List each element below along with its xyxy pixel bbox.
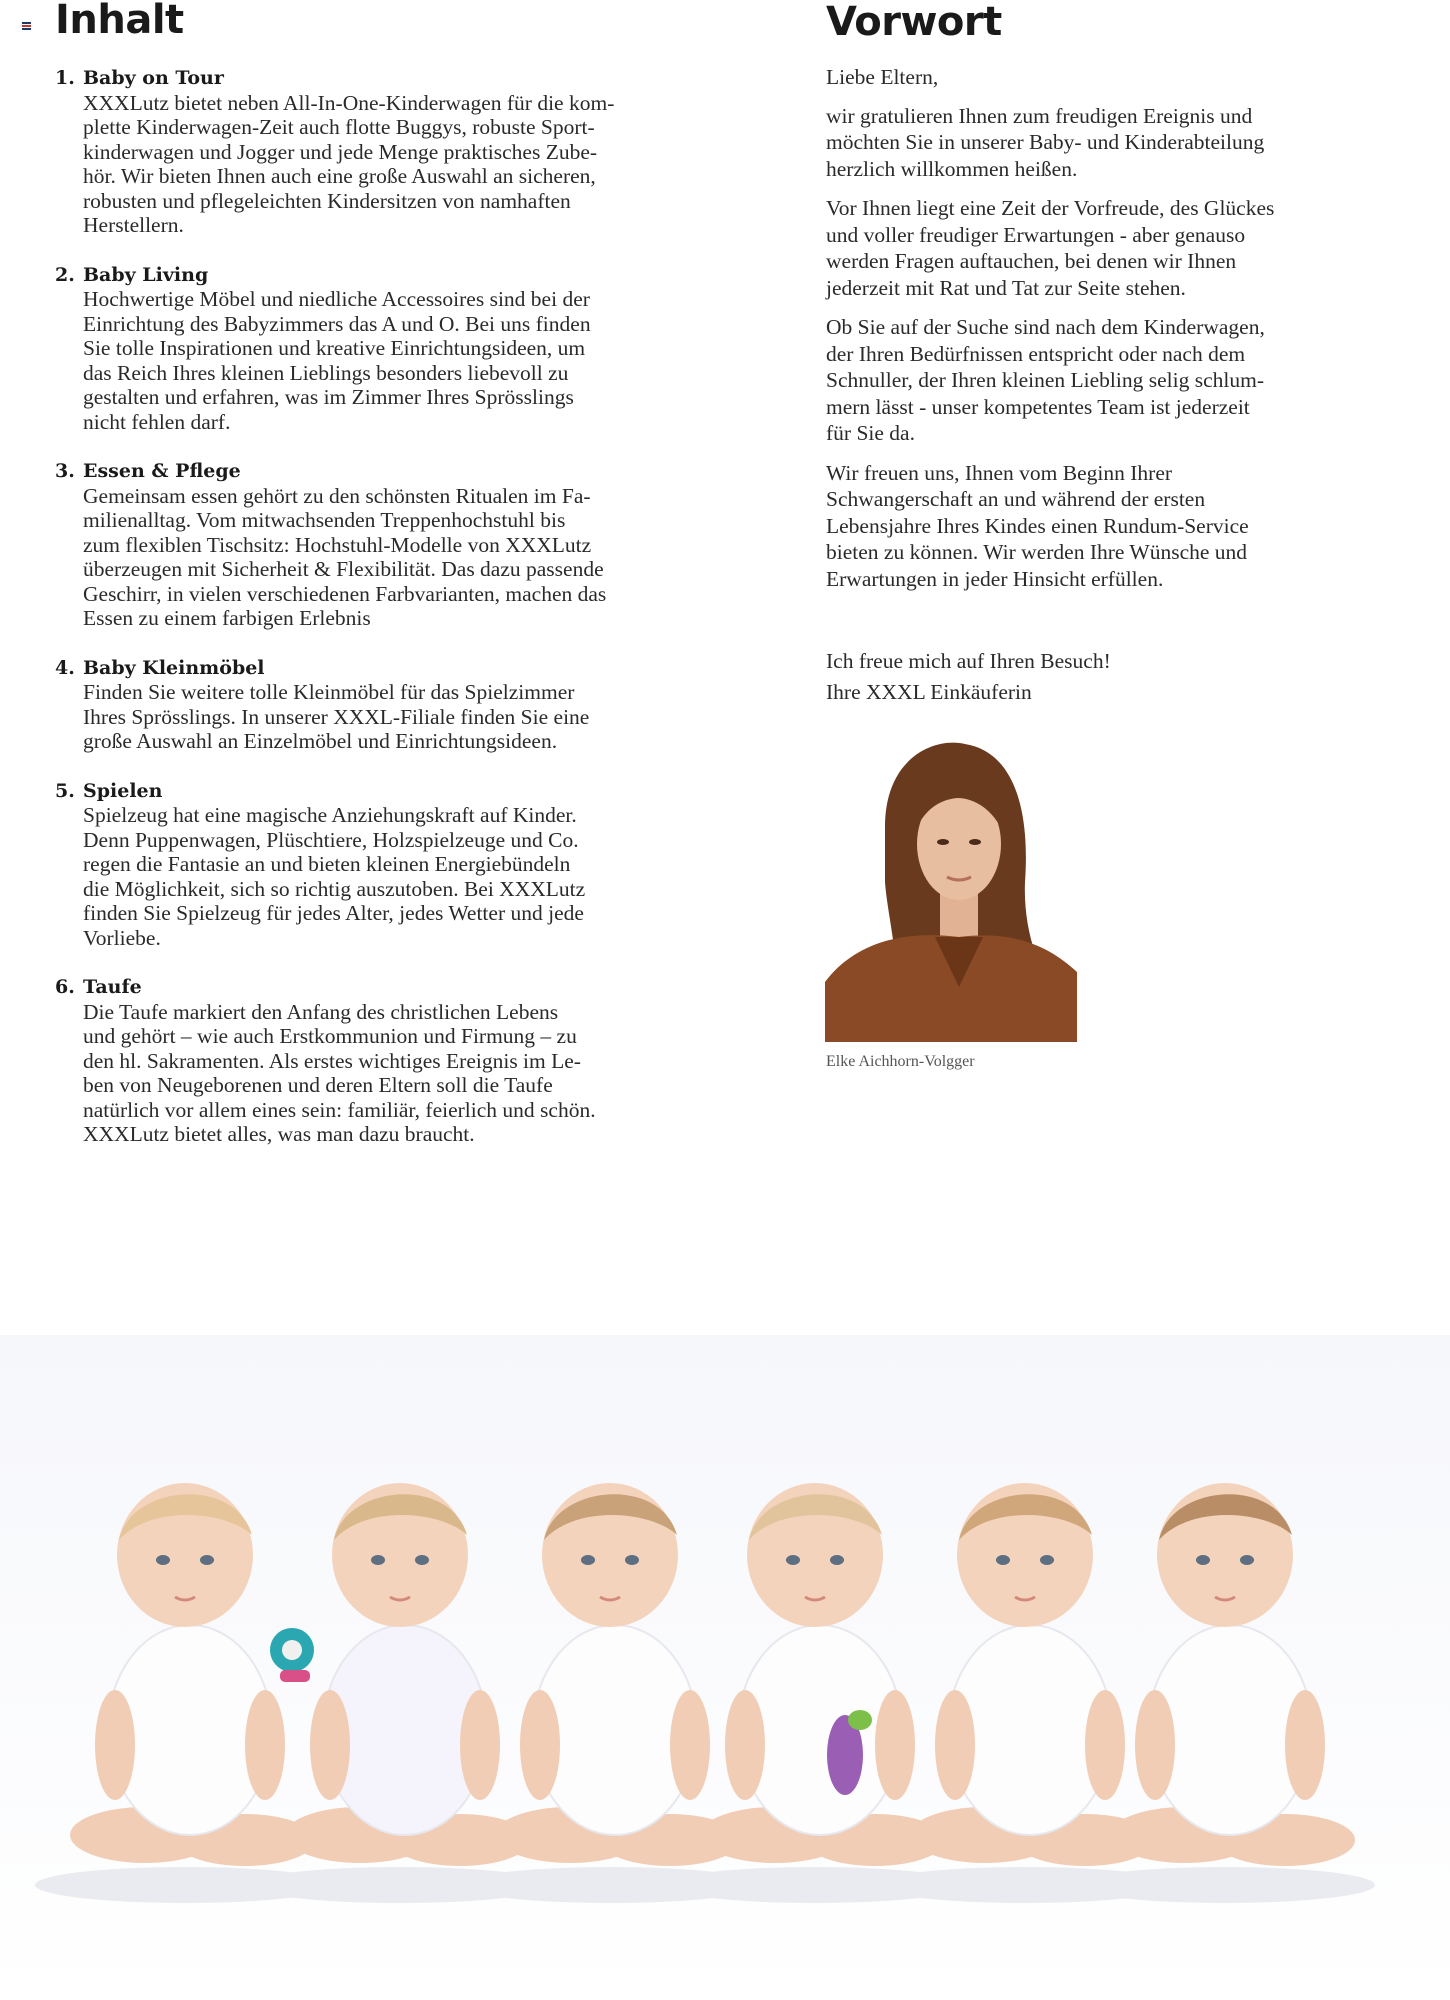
- toc-item-text-line: finden Sie Spielzeug für jedes Alter, jedes Wetter und jede: [83, 901, 584, 925]
- toc-item-text-line: Finden Sie weitere tolle Kleinmöbel für das Spielzimmer: [83, 680, 575, 704]
- foreword-line: der Ihren Bedürfnissen entspricht oder nach dem: [826, 341, 1246, 366]
- foreword-line: für Sie da.: [826, 421, 915, 445]
- toc-item-text-line: regen die Fantasie an und bieten kleinen Energiebündeln: [83, 852, 571, 876]
- toc-item: [55, 459, 695, 631]
- toc-item-title: Essen & Pflege: [83, 460, 241, 482]
- toc-item-text-line: robusten und pflegeleichten Kindersitzen von namhaften: [83, 188, 571, 213]
- toc-item-title: Spielen: [83, 779, 163, 802]
- closing-line: Ich freue mich auf Ihren Besuch!: [826, 649, 1111, 673]
- foreword-line: mern lässt - unser kompetentes Team ist jederzeit: [826, 394, 1250, 419]
- toc-item-text-line: gestalten und erfahren, was im Zimmer Ihres Sprösslings: [83, 385, 574, 409]
- foreword-line: Liebe Eltern,: [826, 65, 939, 89]
- toc-item-title: Baby Kleinmöbel: [83, 656, 265, 679]
- closing-line: Ihre XXXL Einkäuferin: [826, 680, 1032, 704]
- toc-item-text-line: Einrichtung des Babyzimmers das A und O. Bei uns finden: [83, 311, 591, 336]
- foreword-paragraph: [826, 460, 1366, 593]
- foreword-paragraph: [826, 195, 1366, 301]
- toc-item-number: 3.: [55, 460, 75, 482]
- toc-item-text-line: überzeugen mit Sicherheit & Flexibilität. Das dazu passende: [83, 557, 604, 581]
- toc-item-text-line: Ihres Sprösslings. In unserer XXXL-Filiale finden Sie eine: [83, 704, 590, 729]
- toc-item-number: 5.: [55, 779, 75, 802]
- toc-item-text-line: Hochwertige Möbel und niedliche Accessoires sind bei der: [83, 287, 590, 311]
- photo-caption: Elke Aichhorn-Volgger: [826, 1053, 975, 1070]
- toc-item-text-line: große Auswahl an Einzelmöbel und Einrichtungsideen.: [83, 729, 558, 753]
- toc-item-number: 4.: [55, 656, 75, 679]
- toc-item-text-line: und gehört – wie auch Erstkommunion und Firmung – zu: [83, 1024, 577, 1048]
- foreword-line: werden Fragen auftauchen, bei denen wir Ihnen: [826, 249, 1237, 273]
- toc-item-text-line: Spielzeug hat eine magische Anziehungskraft auf Kinder.: [83, 803, 577, 827]
- foreword-line: und voller freudiger Erwartungen - aber genauso: [826, 222, 1246, 247]
- toc-item-title: Baby on Tour: [83, 67, 224, 89]
- toc-item-text-line: Herstellern.: [83, 213, 184, 237]
- toc-item-text-line: milienalltag. Vom mitwachsenden Treppenhochstuhl bis: [83, 508, 566, 532]
- toc-item-text-line: Geschirr, in vielen verschiedenen Farbvarianten, machen das: [83, 581, 607, 606]
- foreword-line: herzlich willkommen heißen.: [826, 156, 1078, 181]
- toc-item-number: 1.: [55, 67, 75, 89]
- foreword-paragraph: [826, 314, 1366, 447]
- foreword-line: Vor Ihnen liegt eine Zeit der Vorfreude, des Glückes: [826, 196, 1275, 220]
- toc-item-text-line: ben von Neugeborenen und deren Eltern soll die Taufe: [83, 1073, 553, 1097]
- foreword-line: Schwangerschaft an und während der ersten: [826, 487, 1206, 511]
- toc-item: [55, 656, 695, 754]
- toc-item-text-line: natürlich vor allem eines sein: familiär, feierlich und schön.: [83, 1097, 596, 1122]
- toc-item-text-line: XXXLutz bietet neben All-In-One-Kinderwagen für die kom-: [83, 90, 615, 115]
- toc-item-text-line: XXXLutz bietet alles, was man dazu braucht.: [83, 1122, 475, 1146]
- foreword-heading: Vorwort: [826, 0, 1002, 45]
- toc-item-title: Baby Living: [83, 263, 209, 286]
- toc-item: [55, 779, 695, 951]
- toc-item-text-line: die Möglichkeit, sich so richtig auszutoben. Bei XXXLutz: [83, 876, 586, 901]
- toc-item-number: 6.: [55, 976, 75, 998]
- foreword-line: wir gratulieren Ihnen zum freudigen Ereignis und: [826, 103, 1253, 128]
- table-of-contents: [55, 66, 695, 1172]
- foreword-line: möchten Sie in unserer Baby- und Kinderabteilung: [826, 130, 1265, 154]
- toc-item-text-line: Gemeinsam essen gehört zu den schönsten Ritualen im Fa-: [83, 483, 591, 508]
- toc-item-text-line: kinderwagen und Jogger und jede Menge praktisches Zube-: [83, 139, 598, 164]
- foreword-line: Ob Sie auf der Suche sind nach dem Kinderwagen,: [826, 315, 1265, 339]
- foreword-line: Lebensjahre Ihres Kindes einen Rundum-Service: [826, 513, 1249, 538]
- foreword-paragraph: [826, 64, 1366, 91]
- toc-item: [55, 975, 695, 1147]
- toc-item: [55, 263, 695, 435]
- toc-item-title: Taufe: [83, 976, 142, 998]
- foreword-body: [826, 64, 1366, 605]
- toc-item-text-line: Sie tolle Inspirationen und kreative Einrichtungsideen, um: [83, 336, 586, 360]
- toc-item-number: 2.: [55, 263, 75, 286]
- foreword-line: Erwartungen in jeder Hinsicht erfüllen.: [826, 566, 1164, 591]
- toc-item-text-line: den hl. Sakramenten. Als erstes wichtiges Ereignis im Le-: [83, 1048, 581, 1073]
- toc-item-text-line: nicht fehlen darf.: [83, 409, 231, 434]
- toc-item-text-line: Denn Puppenwagen, Plüschtiere, Holzspielzeuge und Co.: [83, 827, 579, 852]
- foreword-line: jederzeit mit Rat und Tat zur Seite stehen.: [826, 275, 1186, 300]
- babies-photo: [0, 1335, 1450, 2000]
- toc-item-text-line: plette Kinderwagen-Zeit auch flotte Buggys, robuste Sport-: [83, 115, 595, 139]
- toc-item: [55, 66, 695, 238]
- foreword-line: Schnuller, der Ihren kleinen Liebling selig schlum-: [826, 368, 1264, 392]
- menu-icon[interactable]: [22, 22, 31, 30]
- foreword-paragraph: [826, 103, 1366, 183]
- foreword-line: bieten zu können. Wir werden Ihre Wünsche und: [826, 540, 1248, 564]
- toc-item-text-line: das Reich Ihres kleinen Lieblings besonders liebevoll zu: [83, 360, 569, 385]
- toc-item-text-line: Die Taufe markiert den Anfang des christlichen Lebens: [83, 999, 559, 1024]
- toc-item-text-line: hör. Wir bieten Ihnen auch eine große Auswahl an sicheren,: [83, 164, 596, 188]
- toc-heading: Inhalt: [55, 0, 184, 43]
- toc-item-text-line: Vorliebe.: [83, 925, 161, 950]
- foreword-line: Wir freuen uns, Ihnen vom Beginn Ihrer: [826, 460, 1173, 485]
- toc-item-text-line: Essen zu einem farbigen Erlebnis: [83, 606, 371, 630]
- portrait-photo: [825, 732, 1077, 1042]
- foreword-closing: [826, 646, 1366, 708]
- toc-item-text-line: zum flexiblen Tischsitz: Hochstuhl-Modelle von XXXLutz: [83, 532, 592, 557]
